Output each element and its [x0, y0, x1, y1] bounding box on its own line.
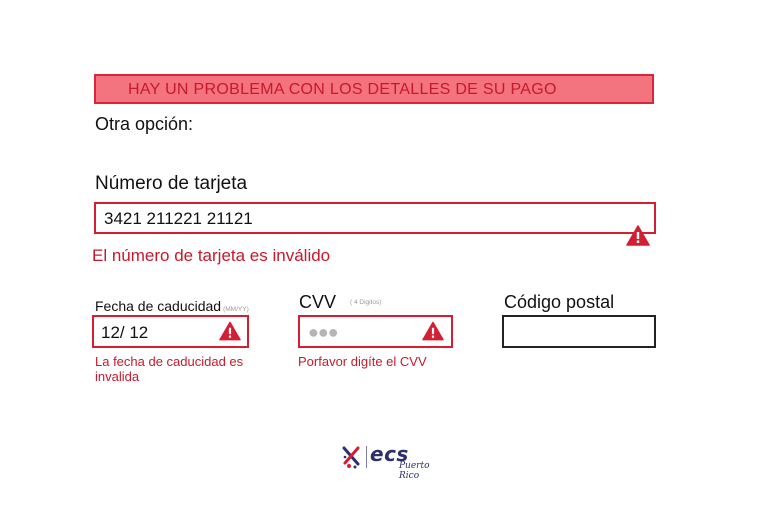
expiry-value: 12/ 12: [101, 323, 149, 342]
cvv-label: CVV: [299, 292, 337, 312]
cvv-digits-hint: ( 4 Digitos): [350, 299, 382, 306]
logo-script-text: Puerto Rico: [399, 461, 430, 481]
card-number-error: El número de tarjeta es inválido: [92, 246, 331, 265]
postal-code-label: Código postal: [504, 292, 615, 312]
error-banner: [94, 74, 654, 104]
expiry-label: [95, 298, 249, 314]
cvv-value: ●●●: [308, 322, 338, 342]
card-number-value: 3421 211221 21121: [104, 209, 253, 228]
warning-icon: [422, 321, 444, 341]
card-number-input[interactable]: [94, 202, 656, 234]
logo-mark-icon: [341, 444, 363, 470]
error-banner-text: HAY UN PROBLEMA CON LOS DETALLES DE SU PAGO: [128, 81, 557, 98]
postal-code-input[interactable]: [502, 315, 656, 348]
expiry-error: La fecha de caducidad es invalida: [95, 354, 244, 384]
warning-icon: [626, 225, 650, 246]
expiry-format-hint: (MM/YY): [223, 306, 249, 313]
logo-divider: [366, 446, 367, 468]
card-number-label: Número de tarjeta: [95, 173, 248, 194]
warning-icon: [219, 321, 241, 341]
other-option-link[interactable]: Otra opción:: [95, 114, 194, 134]
expiry-label-text: Fecha de caducidad: [95, 298, 222, 314]
cvv-error: Porfavor digíte el CVV: [298, 354, 427, 369]
ecs-logo: [341, 442, 441, 481]
logo-wordmark: ecs: [370, 442, 409, 466]
